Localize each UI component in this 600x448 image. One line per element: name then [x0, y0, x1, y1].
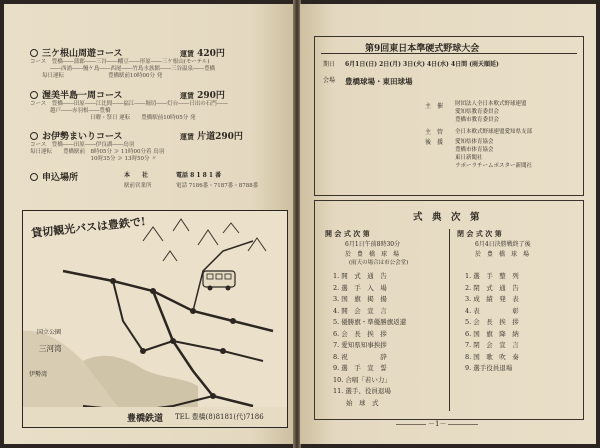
list-item: 3. 成 績 発 表 — [465, 295, 519, 303]
left-page — [4, 4, 294, 444]
course-fare: 運賃 420円 — [180, 49, 225, 59]
column-divider — [449, 229, 450, 411]
list-item: 2. 閉 式 通 告 — [465, 283, 519, 292]
list-item: 5. 会 長 挨 拶 — [465, 318, 519, 326]
list-item: 6. 国 旗 降 納 — [465, 329, 519, 338]
application-title: 申込場所 本 社 電話 8 1 8 1 番 — [30, 170, 292, 183]
title-rule — [321, 53, 577, 54]
course-route: 越戸――赤羽根――豊橋 — [50, 108, 111, 114]
right-page — [300, 4, 596, 444]
closing-time: 6月4日決勝戦終了後 — [475, 241, 531, 248]
opening-place: 於 豊 橋 球 場 — [345, 251, 400, 258]
ceremony-title: 式 典 次 第 — [413, 212, 480, 223]
course-route: コース 豊橋――田原――伊良湖――鳥羽 — [30, 142, 135, 148]
ceremony-box — [314, 200, 584, 420]
opening-time: 6月1日午前8時30分 — [345, 241, 401, 248]
list-item: 11. 選手、役員退場 — [333, 387, 391, 395]
course-title: お伊勢まいりコース 運賃 片道290円 — [30, 129, 292, 142]
course-route: コース 豊橋――蒲郡――三谷――幡豆――形原――三ケ根山(モーテル) — [30, 59, 210, 65]
course-schedule: 毎日運転 豊橋駅前 8時05分 ≫ 11時00分着 鳥羽 — [30, 149, 165, 155]
list-item: 4. 表 彰 — [465, 306, 519, 315]
course-route: ――西浦――鰻ケ島――西尾――竹島水族館――三谷温泉――豊橋 — [50, 66, 216, 72]
list-item: 5. 優勝旗・準優勝旗返還 — [333, 318, 407, 326]
closing-heading: 閉 会 式 次 第 — [457, 229, 502, 238]
list-item: 7. 閉 会 宣 言 — [465, 341, 519, 349]
opening-heading: 開 会 式 次 第 — [325, 229, 370, 238]
course-title: 三ケ根山周遊コース 運賃 420円 — [30, 46, 292, 59]
bullet-circle-icon — [30, 49, 38, 57]
course-route: コース 豊橋――田原――江比間――福江――堀切――灯台――日出の石門―― — [30, 101, 228, 107]
map-headline: 貸切観光バスは豊鉄で! — [30, 215, 147, 240]
organizer-name: 全日本軟式野球連盟愛知県支部 — [455, 129, 533, 135]
course-title: 渥美半島一周コース 運賃 290円 — [30, 88, 292, 101]
list-item: 9. 選 手 宣 誓 — [333, 364, 387, 372]
event-info-box — [314, 36, 584, 196]
route-line — [63, 271, 273, 331]
organizer-name: 豊橋市体育協会 — [455, 147, 494, 153]
bullet-circle-icon — [30, 91, 38, 99]
map-label-bay: 伊勢湾 — [29, 371, 48, 378]
application-tel: 電話 7186番・7187番・8788番 — [176, 183, 259, 189]
organizer-name: ラポーラチームポスター新聞社 — [455, 163, 533, 169]
schedule-value: 6月1日(日) 2日(月) 3日(火) 4日(水) 4日間 (雨天順延) — [345, 61, 499, 68]
organizer-name: 東日新聞社 — [455, 155, 483, 161]
course-sankanesan — [30, 46, 292, 80]
course-fare: 運賃 290円 — [180, 91, 225, 101]
list-item: 3. 国 旗 掲 揚 — [333, 295, 387, 303]
organizer-name: 愛知県教育委員会 — [455, 109, 500, 115]
list-item: 始 球 式 — [333, 398, 379, 407]
list-item: 8. 祝 辞 — [333, 352, 387, 361]
list-item: 4. 開 会 宣 言 — [333, 306, 387, 315]
organizer-role: 主 管 — [425, 129, 444, 136]
schedule-label: 期日 — [323, 61, 336, 68]
opening-program-list — [333, 271, 406, 409]
route-line — [173, 341, 263, 361]
list-item: 8. 国 歌 吹 奏 — [465, 352, 519, 361]
organizer-name: 愛知県体育協会 — [455, 139, 494, 145]
closing-place: 於 豊 橋 球 場 — [475, 251, 530, 258]
list-item: 2. 選 手 入 場 — [333, 283, 387, 292]
course-schedule: 10時35分 ≫ 13時50分 〃 — [30, 156, 157, 162]
organizer-role: 主 催 — [425, 103, 444, 110]
list-item: 6. 会 長 挨 拶 — [333, 329, 387, 338]
organizer-name: 豊橋市教育委員会 — [455, 117, 500, 123]
list-item: 1. 開 式 通 告 — [333, 272, 387, 280]
course-fare: 運賃 片道290円 — [180, 132, 243, 142]
venue-label: 会場 — [323, 77, 336, 84]
course-schedule: 日曜・祭日 運転 豊橋駅前10時05分 発 — [90, 115, 196, 121]
page-number: －1－ — [428, 420, 447, 428]
application-tel: 電話 8 1 8 1 番 — [176, 172, 222, 179]
page-number-rule — [448, 424, 478, 425]
event-title: 第9回東日本準硬式野球大会 — [365, 44, 480, 54]
list-item: 1. 選 手 整 列 — [465, 272, 519, 280]
course-ise — [30, 129, 292, 163]
application-place: 本 社 — [124, 172, 149, 179]
organizer-name: 財団法人全日本軟式野球連盟 — [455, 101, 527, 107]
course-schedule: 毎日運転 豊橋駅前10時00分 発 — [42, 73, 163, 79]
map-label-national-park: 国立公園 — [37, 329, 62, 336]
opening-note: (雨天の場合は市公会堂) — [349, 260, 409, 266]
course-atsumi — [30, 88, 292, 122]
bus-icon — [203, 271, 235, 291]
map-footer-company: 豊橋鉄道 — [127, 414, 164, 424]
route-map-illustration — [23, 211, 287, 427]
page-number-rule — [396, 424, 426, 425]
bullet-circle-icon — [30, 173, 38, 181]
mountain-icons — [143, 219, 266, 261]
organizer-role: 後 援 — [425, 139, 444, 146]
bus-map-advertisement — [22, 210, 288, 428]
venue-value: 豊橋球場・東田球場 — [345, 77, 413, 86]
list-item: 9. 選手役員退場 — [465, 364, 513, 372]
bullet-circle-icon — [30, 132, 38, 140]
application-place: 駅前営業所 — [124, 183, 152, 189]
map-footer-tel: TEL 豊橋(8)8181(代)7186 — [175, 413, 264, 421]
application-section — [30, 170, 292, 191]
list-item: 10. 合唱「若い力」 — [333, 375, 391, 384]
map-label-gulf: 三河湾 — [39, 344, 62, 353]
list-item: 7. 愛知県知事挨拶 — [333, 341, 387, 349]
closing-program-list — [465, 271, 519, 375]
